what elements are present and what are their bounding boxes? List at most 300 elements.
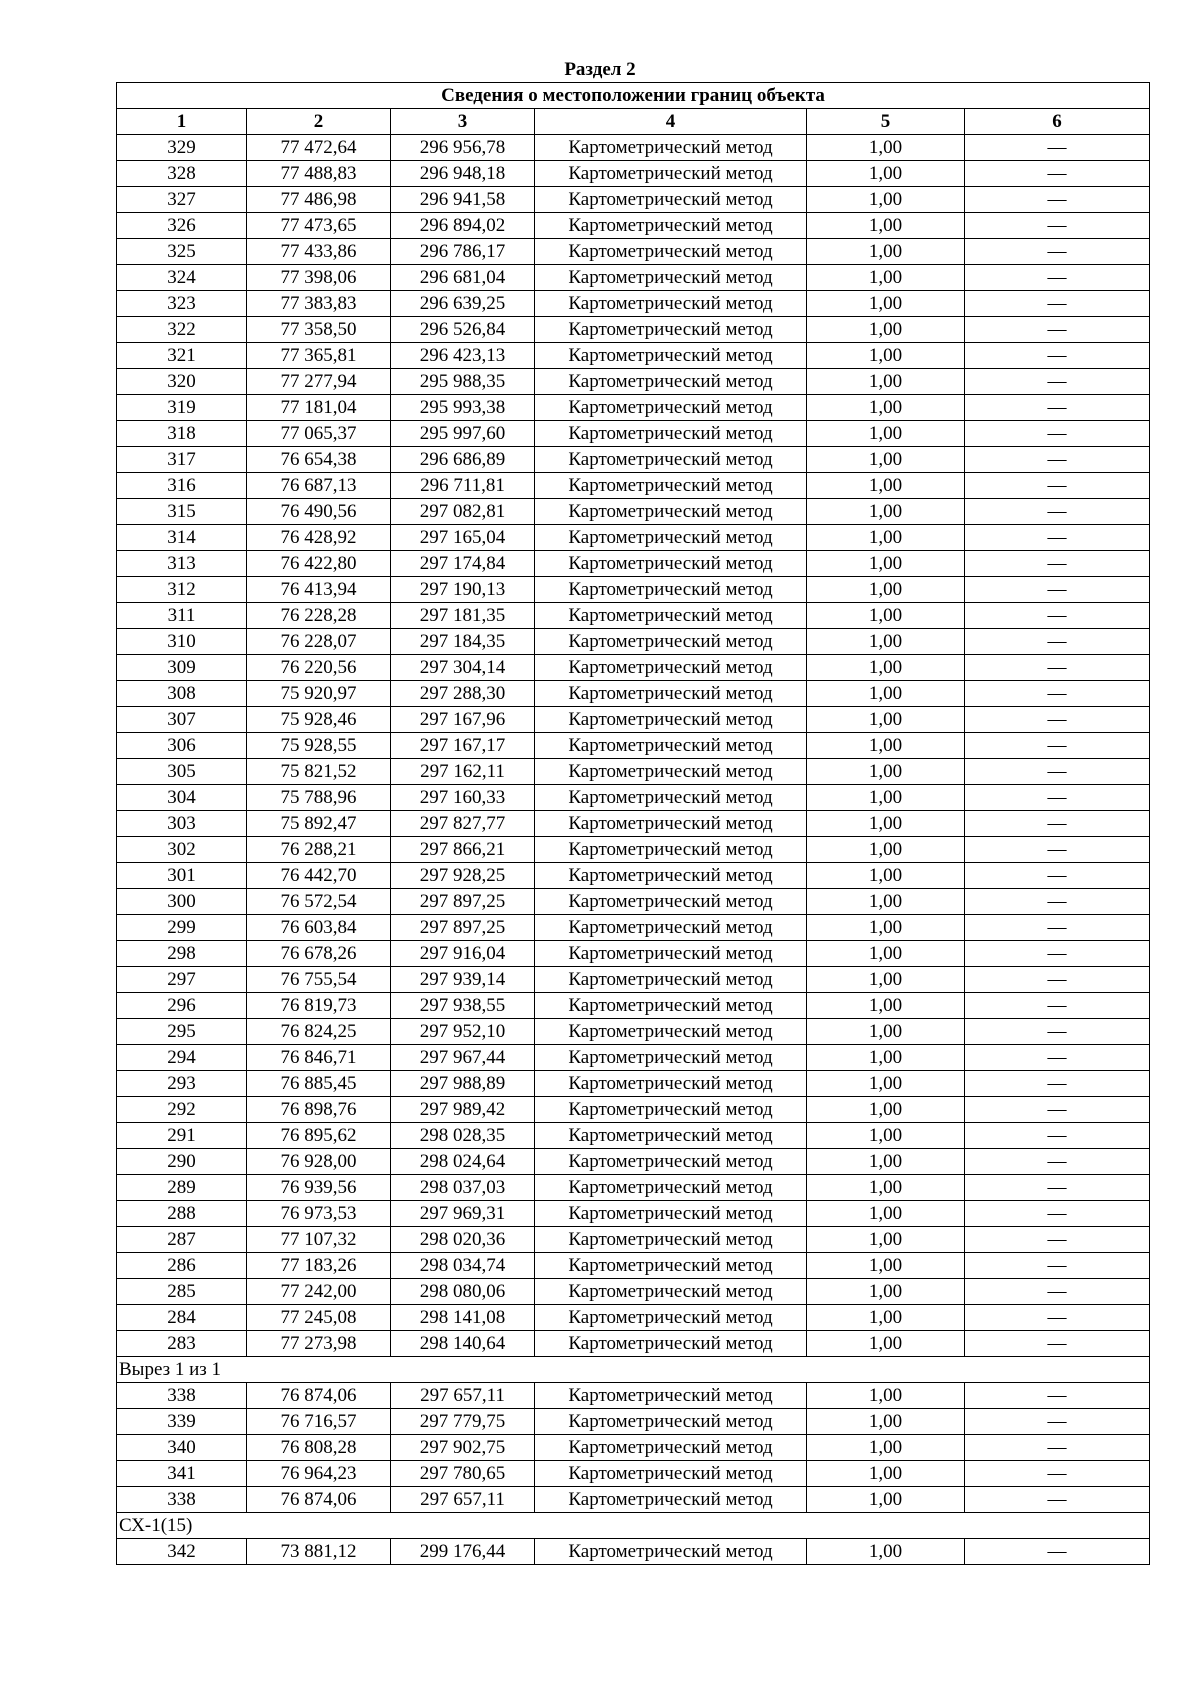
column-number: 3 xyxy=(391,109,535,135)
method-cell: Картометрический метод xyxy=(535,135,807,161)
description-cell: — xyxy=(965,1305,1150,1331)
method-cell: Картометрический метод xyxy=(535,343,807,369)
point-number-cell: 324 xyxy=(117,265,247,291)
accuracy-cell: 1,00 xyxy=(807,265,965,291)
table-row xyxy=(117,187,1150,213)
y-coordinate-cell: 297 938,55 xyxy=(391,993,535,1019)
table-row xyxy=(117,239,1150,265)
x-coordinate-cell: 77 277,94 xyxy=(247,369,391,395)
point-number-cell: 341 xyxy=(117,1461,247,1487)
x-coordinate-cell: 77 245,08 xyxy=(247,1305,391,1331)
x-coordinate-cell: 76 572,54 xyxy=(247,889,391,915)
x-coordinate-cell: 76 928,00 xyxy=(247,1149,391,1175)
table-row xyxy=(117,135,1150,161)
point-number-cell: 283 xyxy=(117,1331,247,1357)
x-coordinate-cell: 77 472,64 xyxy=(247,135,391,161)
table-row xyxy=(117,837,1150,863)
description-cell: — xyxy=(965,1097,1150,1123)
point-number-cell: 314 xyxy=(117,525,247,551)
table-row xyxy=(117,1279,1150,1305)
point-number-cell: 306 xyxy=(117,733,247,759)
y-coordinate-cell: 297 162,11 xyxy=(391,759,535,785)
method-cell: Картометрический метод xyxy=(535,1487,807,1513)
table-row xyxy=(117,473,1150,499)
description-cell: — xyxy=(965,1201,1150,1227)
method-cell: Картометрический метод xyxy=(535,317,807,343)
method-cell: Картометрический метод xyxy=(535,1305,807,1331)
y-coordinate-cell: 296 711,81 xyxy=(391,473,535,499)
x-coordinate-cell: 77 358,50 xyxy=(247,317,391,343)
description-cell: — xyxy=(965,759,1150,785)
table-row xyxy=(117,1019,1150,1045)
x-coordinate-cell: 76 220,56 xyxy=(247,655,391,681)
description-cell: — xyxy=(965,1227,1150,1253)
x-coordinate-cell: 76 755,54 xyxy=(247,967,391,993)
accuracy-cell: 1,00 xyxy=(807,499,965,525)
accuracy-cell: 1,00 xyxy=(807,1201,965,1227)
table-row xyxy=(117,161,1150,187)
point-number-cell: 309 xyxy=(117,655,247,681)
x-coordinate-cell: 77 273,98 xyxy=(247,1331,391,1357)
description-cell: — xyxy=(965,967,1150,993)
table-row xyxy=(117,889,1150,915)
description-cell: — xyxy=(965,1149,1150,1175)
description-cell: — xyxy=(965,915,1150,941)
table-row xyxy=(117,863,1150,889)
description-cell: — xyxy=(965,1019,1150,1045)
accuracy-cell: 1,00 xyxy=(807,1149,965,1175)
point-number-cell: 305 xyxy=(117,759,247,785)
method-cell: Картометрический метод xyxy=(535,863,807,889)
y-coordinate-cell: 297 967,44 xyxy=(391,1045,535,1071)
x-coordinate-cell: 75 892,47 xyxy=(247,811,391,837)
column-numbers-row xyxy=(117,109,1150,135)
method-cell: Картометрический метод xyxy=(535,213,807,239)
y-coordinate-cell: 297 916,04 xyxy=(391,941,535,967)
y-coordinate-cell: 297 952,10 xyxy=(391,1019,535,1045)
x-coordinate-cell: 75 821,52 xyxy=(247,759,391,785)
y-coordinate-cell: 298 024,64 xyxy=(391,1149,535,1175)
accuracy-cell: 1,00 xyxy=(807,421,965,447)
y-coordinate-cell: 297 897,25 xyxy=(391,889,535,915)
table-row xyxy=(117,213,1150,239)
y-coordinate-cell: 297 160,33 xyxy=(391,785,535,811)
table-row xyxy=(117,915,1150,941)
point-number-cell: 321 xyxy=(117,343,247,369)
y-coordinate-cell: 297 190,13 xyxy=(391,577,535,603)
method-cell: Картометрический метод xyxy=(535,1123,807,1149)
point-number-cell: 323 xyxy=(117,291,247,317)
x-coordinate-cell: 76 808,28 xyxy=(247,1435,391,1461)
table-row xyxy=(117,1383,1150,1409)
point-number-cell: 315 xyxy=(117,499,247,525)
x-coordinate-cell: 77 383,83 xyxy=(247,291,391,317)
x-coordinate-cell: 77 433,86 xyxy=(247,239,391,265)
x-coordinate-cell: 76 228,07 xyxy=(247,629,391,655)
point-number-cell: 329 xyxy=(117,135,247,161)
accuracy-cell: 1,00 xyxy=(807,889,965,915)
accuracy-cell: 1,00 xyxy=(807,655,965,681)
point-number-cell: 302 xyxy=(117,837,247,863)
x-coordinate-cell: 75 788,96 xyxy=(247,785,391,811)
table-row xyxy=(117,525,1150,551)
group-label: СХ-1(15) xyxy=(117,1513,1150,1539)
accuracy-cell: 1,00 xyxy=(807,1253,965,1279)
accuracy-cell: 1,00 xyxy=(807,863,965,889)
point-number-cell: 319 xyxy=(117,395,247,421)
y-coordinate-cell: 296 423,13 xyxy=(391,343,535,369)
point-number-cell: 338 xyxy=(117,1487,247,1513)
accuracy-cell: 1,00 xyxy=(807,1383,965,1409)
point-number-cell: 299 xyxy=(117,915,247,941)
x-coordinate-cell: 76 939,56 xyxy=(247,1175,391,1201)
table-row xyxy=(117,1227,1150,1253)
y-coordinate-cell: 297 181,35 xyxy=(391,603,535,629)
point-number-cell: 311 xyxy=(117,603,247,629)
method-cell: Картометрический метод xyxy=(535,1279,807,1305)
table-row xyxy=(117,655,1150,681)
y-coordinate-cell: 296 894,02 xyxy=(391,213,535,239)
description-cell: — xyxy=(965,161,1150,187)
accuracy-cell: 1,00 xyxy=(807,525,965,551)
description-cell: — xyxy=(965,811,1150,837)
accuracy-cell: 1,00 xyxy=(807,681,965,707)
accuracy-cell: 1,00 xyxy=(807,395,965,421)
description-cell: — xyxy=(965,135,1150,161)
table-row xyxy=(117,707,1150,733)
method-cell: Картометрический метод xyxy=(535,967,807,993)
y-coordinate-cell: 297 939,14 xyxy=(391,967,535,993)
x-coordinate-cell: 77 065,37 xyxy=(247,421,391,447)
table-row xyxy=(117,551,1150,577)
method-cell: Картометрический метод xyxy=(535,421,807,447)
method-cell: Картометрический метод xyxy=(535,1227,807,1253)
method-cell: Картометрический метод xyxy=(535,1175,807,1201)
table-row xyxy=(117,343,1150,369)
y-coordinate-cell: 296 526,84 xyxy=(391,317,535,343)
accuracy-cell: 1,00 xyxy=(807,135,965,161)
y-coordinate-cell: 297 827,77 xyxy=(391,811,535,837)
description-cell: — xyxy=(965,577,1150,603)
y-coordinate-cell: 298 037,03 xyxy=(391,1175,535,1201)
table-row xyxy=(117,1201,1150,1227)
accuracy-cell: 1,00 xyxy=(807,837,965,863)
point-number-cell: 308 xyxy=(117,681,247,707)
point-number-cell: 307 xyxy=(117,707,247,733)
table-row xyxy=(117,577,1150,603)
group-label-row xyxy=(117,1513,1150,1539)
point-number-cell: 290 xyxy=(117,1149,247,1175)
method-cell: Картометрический метод xyxy=(535,603,807,629)
point-number-cell: 322 xyxy=(117,317,247,343)
description-cell: — xyxy=(965,941,1150,967)
x-coordinate-cell: 75 928,55 xyxy=(247,733,391,759)
description-cell: — xyxy=(965,213,1150,239)
x-coordinate-cell: 76 228,28 xyxy=(247,603,391,629)
point-number-cell: 300 xyxy=(117,889,247,915)
table-row xyxy=(117,421,1150,447)
method-cell: Картометрический метод xyxy=(535,265,807,291)
method-cell: Картометрический метод xyxy=(535,395,807,421)
accuracy-cell: 1,00 xyxy=(807,707,965,733)
method-cell: Картометрический метод xyxy=(535,1201,807,1227)
method-cell: Картометрический метод xyxy=(535,759,807,785)
table-row xyxy=(117,1487,1150,1513)
accuracy-cell: 1,00 xyxy=(807,1019,965,1045)
y-coordinate-cell: 296 941,58 xyxy=(391,187,535,213)
method-cell: Картометрический метод xyxy=(535,161,807,187)
description-cell: — xyxy=(965,603,1150,629)
x-coordinate-cell: 76 964,23 xyxy=(247,1461,391,1487)
table-row xyxy=(117,967,1150,993)
table-row xyxy=(117,1175,1150,1201)
group-label: Вырез 1 из 1 xyxy=(117,1357,1150,1383)
table-row xyxy=(117,395,1150,421)
y-coordinate-cell: 298 140,64 xyxy=(391,1331,535,1357)
point-number-cell: 340 xyxy=(117,1435,247,1461)
point-number-cell: 342 xyxy=(117,1539,247,1565)
table-row xyxy=(117,1331,1150,1357)
x-coordinate-cell: 77 488,83 xyxy=(247,161,391,187)
table-row xyxy=(117,811,1150,837)
point-number-cell: 338 xyxy=(117,1383,247,1409)
description-cell: — xyxy=(965,837,1150,863)
x-coordinate-cell: 76 442,70 xyxy=(247,863,391,889)
point-number-cell: 301 xyxy=(117,863,247,889)
method-cell: Картометрический метод xyxy=(535,525,807,551)
description-cell: — xyxy=(965,369,1150,395)
description-cell: — xyxy=(965,1409,1150,1435)
y-coordinate-cell: 297 657,11 xyxy=(391,1487,535,1513)
point-number-cell: 298 xyxy=(117,941,247,967)
description-cell: — xyxy=(965,239,1150,265)
y-coordinate-cell: 297 897,25 xyxy=(391,915,535,941)
table-row xyxy=(117,993,1150,1019)
point-number-cell: 289 xyxy=(117,1175,247,1201)
method-cell: Картометрический метод xyxy=(535,1461,807,1487)
point-number-cell: 292 xyxy=(117,1097,247,1123)
y-coordinate-cell: 297 902,75 xyxy=(391,1435,535,1461)
description-cell: — xyxy=(965,1175,1150,1201)
y-coordinate-cell: 298 020,36 xyxy=(391,1227,535,1253)
description-cell: — xyxy=(965,707,1150,733)
accuracy-cell: 1,00 xyxy=(807,1539,965,1565)
y-coordinate-cell: 296 956,78 xyxy=(391,135,535,161)
method-cell: Картометрический метод xyxy=(535,707,807,733)
table-row xyxy=(117,1045,1150,1071)
point-number-cell: 295 xyxy=(117,1019,247,1045)
x-coordinate-cell: 76 898,76 xyxy=(247,1097,391,1123)
description-cell: — xyxy=(965,1123,1150,1149)
accuracy-cell: 1,00 xyxy=(807,941,965,967)
accuracy-cell: 1,00 xyxy=(807,759,965,785)
method-cell: Картометрический метод xyxy=(535,1331,807,1357)
accuracy-cell: 1,00 xyxy=(807,551,965,577)
description-cell: — xyxy=(965,447,1150,473)
method-cell: Картометрический метод xyxy=(535,733,807,759)
description-cell: — xyxy=(965,863,1150,889)
table-row xyxy=(117,759,1150,785)
accuracy-cell: 1,00 xyxy=(807,915,965,941)
y-coordinate-cell: 297 988,89 xyxy=(391,1071,535,1097)
point-number-cell: 287 xyxy=(117,1227,247,1253)
description-cell: — xyxy=(965,1071,1150,1097)
accuracy-cell: 1,00 xyxy=(807,1045,965,1071)
x-coordinate-cell: 76 288,21 xyxy=(247,837,391,863)
y-coordinate-cell: 296 681,04 xyxy=(391,265,535,291)
method-cell: Картометрический метод xyxy=(535,447,807,473)
method-cell: Картометрический метод xyxy=(535,1097,807,1123)
description-cell: — xyxy=(965,629,1150,655)
description-cell: — xyxy=(965,1487,1150,1513)
accuracy-cell: 1,00 xyxy=(807,1279,965,1305)
x-coordinate-cell: 76 422,80 xyxy=(247,551,391,577)
accuracy-cell: 1,00 xyxy=(807,1071,965,1097)
y-coordinate-cell: 297 779,75 xyxy=(391,1409,535,1435)
method-cell: Картометрический метод xyxy=(535,837,807,863)
accuracy-cell: 1,00 xyxy=(807,1097,965,1123)
point-number-cell: 339 xyxy=(117,1409,247,1435)
x-coordinate-cell: 77 181,04 xyxy=(247,395,391,421)
x-coordinate-cell: 77 398,06 xyxy=(247,265,391,291)
method-cell: Картометрический метод xyxy=(535,187,807,213)
method-cell: Картометрический метод xyxy=(535,369,807,395)
accuracy-cell: 1,00 xyxy=(807,1175,965,1201)
table-row xyxy=(117,1149,1150,1175)
y-coordinate-cell: 296 948,18 xyxy=(391,161,535,187)
description-cell: — xyxy=(965,655,1150,681)
section-title: Раздел 2 xyxy=(564,59,636,80)
method-cell: Картометрический метод xyxy=(535,681,807,707)
accuracy-cell: 1,00 xyxy=(807,577,965,603)
x-coordinate-cell: 76 846,71 xyxy=(247,1045,391,1071)
point-number-cell: 294 xyxy=(117,1045,247,1071)
point-number-cell: 286 xyxy=(117,1253,247,1279)
description-cell: — xyxy=(965,421,1150,447)
method-cell: Картометрический метод xyxy=(535,1071,807,1097)
method-cell: Картометрический метод xyxy=(535,889,807,915)
accuracy-cell: 1,00 xyxy=(807,1461,965,1487)
method-cell: Картометрический метод xyxy=(535,1253,807,1279)
point-number-cell: 288 xyxy=(117,1201,247,1227)
accuracy-cell: 1,00 xyxy=(807,291,965,317)
table-row xyxy=(117,1461,1150,1487)
y-coordinate-cell: 296 686,89 xyxy=(391,447,535,473)
accuracy-cell: 1,00 xyxy=(807,1305,965,1331)
description-cell: — xyxy=(965,317,1150,343)
accuracy-cell: 1,00 xyxy=(807,785,965,811)
point-number-cell: 284 xyxy=(117,1305,247,1331)
x-coordinate-cell: 73 881,12 xyxy=(247,1539,391,1565)
method-cell: Картометрический метод xyxy=(535,1409,807,1435)
x-coordinate-cell: 76 654,38 xyxy=(247,447,391,473)
description-cell: — xyxy=(965,551,1150,577)
description-cell: — xyxy=(965,1461,1150,1487)
point-number-cell: 303 xyxy=(117,811,247,837)
table-row xyxy=(117,681,1150,707)
x-coordinate-cell: 76 874,06 xyxy=(247,1383,391,1409)
point-number-cell: 293 xyxy=(117,1071,247,1097)
method-cell: Картометрический метод xyxy=(535,1539,807,1565)
table-row xyxy=(117,369,1150,395)
method-cell: Картометрический метод xyxy=(535,811,807,837)
table-row xyxy=(117,447,1150,473)
description-cell: — xyxy=(965,1279,1150,1305)
accuracy-cell: 1,00 xyxy=(807,447,965,473)
table-row xyxy=(117,265,1150,291)
point-number-cell: 297 xyxy=(117,967,247,993)
table-row xyxy=(117,1097,1150,1123)
x-coordinate-cell: 76 428,92 xyxy=(247,525,391,551)
table-row xyxy=(117,941,1150,967)
method-cell: Картометрический метод xyxy=(535,551,807,577)
x-coordinate-cell: 75 928,46 xyxy=(247,707,391,733)
y-coordinate-cell: 298 028,35 xyxy=(391,1123,535,1149)
method-cell: Картометрический метод xyxy=(535,1435,807,1461)
point-number-cell: 320 xyxy=(117,369,247,395)
method-cell: Картометрический метод xyxy=(535,629,807,655)
point-number-cell: 327 xyxy=(117,187,247,213)
y-coordinate-cell: 297 657,11 xyxy=(391,1383,535,1409)
point-number-cell: 328 xyxy=(117,161,247,187)
y-coordinate-cell: 297 165,04 xyxy=(391,525,535,551)
y-coordinate-cell: 297 780,65 xyxy=(391,1461,535,1487)
description-cell: — xyxy=(965,343,1150,369)
table-row xyxy=(117,1305,1150,1331)
y-coordinate-cell: 296 639,25 xyxy=(391,291,535,317)
method-cell: Картометрический метод xyxy=(535,577,807,603)
column-number: 4 xyxy=(535,109,807,135)
method-cell: Картометрический метод xyxy=(535,473,807,499)
method-cell: Картометрический метод xyxy=(535,1149,807,1175)
accuracy-cell: 1,00 xyxy=(807,213,965,239)
description-cell: — xyxy=(965,525,1150,551)
accuracy-cell: 1,00 xyxy=(807,473,965,499)
x-coordinate-cell: 76 716,57 xyxy=(247,1409,391,1435)
y-coordinate-cell: 297 082,81 xyxy=(391,499,535,525)
method-cell: Картометрический метод xyxy=(535,499,807,525)
y-coordinate-cell: 297 928,25 xyxy=(391,863,535,889)
table-row xyxy=(117,1253,1150,1279)
table-caption-row xyxy=(117,83,1150,109)
description-cell: — xyxy=(965,993,1150,1019)
accuracy-cell: 1,00 xyxy=(807,811,965,837)
accuracy-cell: 1,00 xyxy=(807,317,965,343)
column-number: 5 xyxy=(807,109,965,135)
x-coordinate-cell: 76 413,94 xyxy=(247,577,391,603)
method-cell: Картометрический метод xyxy=(535,291,807,317)
column-number: 2 xyxy=(247,109,391,135)
description-cell: — xyxy=(965,1435,1150,1461)
x-coordinate-cell: 77 242,00 xyxy=(247,1279,391,1305)
point-number-cell: 326 xyxy=(117,213,247,239)
accuracy-cell: 1,00 xyxy=(807,1487,965,1513)
point-number-cell: 312 xyxy=(117,577,247,603)
table-row xyxy=(117,603,1150,629)
x-coordinate-cell: 76 895,62 xyxy=(247,1123,391,1149)
description-cell: — xyxy=(965,1539,1150,1565)
y-coordinate-cell: 298 080,06 xyxy=(391,1279,535,1305)
column-number: 1 xyxy=(117,109,247,135)
point-number-cell: 325 xyxy=(117,239,247,265)
x-coordinate-cell: 76 603,84 xyxy=(247,915,391,941)
method-cell: Картометрический метод xyxy=(535,941,807,967)
column-number: 6 xyxy=(965,109,1150,135)
y-coordinate-cell: 297 167,17 xyxy=(391,733,535,759)
y-coordinate-cell: 295 993,38 xyxy=(391,395,535,421)
x-coordinate-cell: 76 874,06 xyxy=(247,1487,391,1513)
x-coordinate-cell: 76 819,73 xyxy=(247,993,391,1019)
